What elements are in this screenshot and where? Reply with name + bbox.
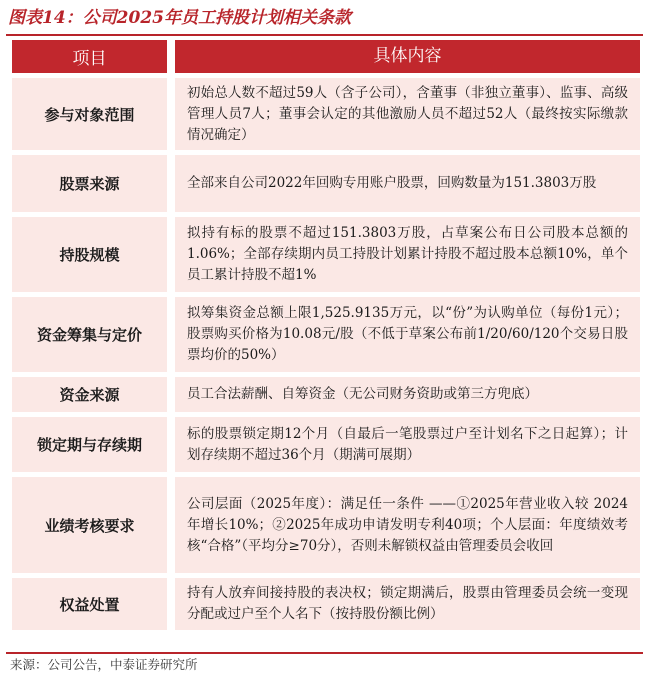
header-content: 具体内容 bbox=[175, 40, 640, 73]
row-label: 权益处置 bbox=[12, 578, 167, 630]
row-label: 业绩考核要求 bbox=[12, 477, 167, 573]
table-row bbox=[12, 377, 640, 412]
table-header-row bbox=[12, 40, 640, 73]
row-content: 公司层面（2025年度）：满足任一条件 ——①2025年营业收入较 2024年增长10%；②2025年成功申请发明专利40项；个人层面：年度绩效考核“合格”（平均分≥70分），否则未解锁权益由管理委员会收回 bbox=[175, 477, 640, 573]
header-item: 项目 bbox=[12, 40, 167, 73]
row-label: 股票来源 bbox=[12, 155, 167, 212]
table-row bbox=[12, 477, 640, 573]
row-label: 持股规模 bbox=[12, 217, 167, 292]
row-content: 全部来自公司2022年回购专用账户股票，回购数量为151.3803万股 bbox=[175, 155, 640, 212]
table-row bbox=[12, 578, 640, 630]
row-label: 锁定期与存续期 bbox=[12, 417, 167, 472]
table-row bbox=[12, 155, 640, 212]
terms-table bbox=[12, 40, 640, 630]
title-divider bbox=[6, 34, 643, 36]
row-content: 员工合法薪酬、自筹资金（无公司财务资助或第三方兜底） bbox=[175, 377, 640, 412]
row-label: 资金筹集与定价 bbox=[12, 297, 167, 372]
source-note: 来源：公司公告，中泰证券研究所 bbox=[10, 657, 198, 672]
row-content: 标的股票锁定期12个月（自最后一笔股票过户至计划名下之日起算）；计划存续期不超过36个月（期满可展期） bbox=[175, 417, 640, 472]
figure-title: 图表14：公司2025年员工持股计划相关条款 bbox=[8, 8, 351, 28]
row-content: 拟持有标的股票不超过151.3803万股，占草案公布日公司股本总额的1.06%；全部存续期内员工持股计划累计持股不超过股本总额10%，单个员工累计持股不超1% bbox=[175, 217, 640, 292]
footer-divider bbox=[6, 652, 643, 654]
row-content: 初始总人数不超过59人（含子公司），含董事（非独立董事）、监事、高级管理人员7人；董事会认定的其他激励人员不超过52人（最终按实际缴款情况确定） bbox=[175, 78, 640, 150]
table-row bbox=[12, 217, 640, 292]
row-label: 资金来源 bbox=[12, 377, 167, 412]
table-row bbox=[12, 297, 640, 372]
table-row bbox=[12, 78, 640, 150]
row-content: 持有人放弃间接持股的表决权；锁定期满后，股票由管理委员会统一变现分配或过户至个人名下（按持股份额比例） bbox=[175, 578, 640, 630]
row-content: 拟筹集资金总额上限1,525.9135万元，以“份”为认购单位（每份1元）；股票购买价格为10.08元/股（不低于草案公布前1/20/60/120个交易日股票均价的50%） bbox=[175, 297, 640, 372]
row-label: 参与对象范围 bbox=[12, 78, 167, 150]
table-row bbox=[12, 417, 640, 472]
